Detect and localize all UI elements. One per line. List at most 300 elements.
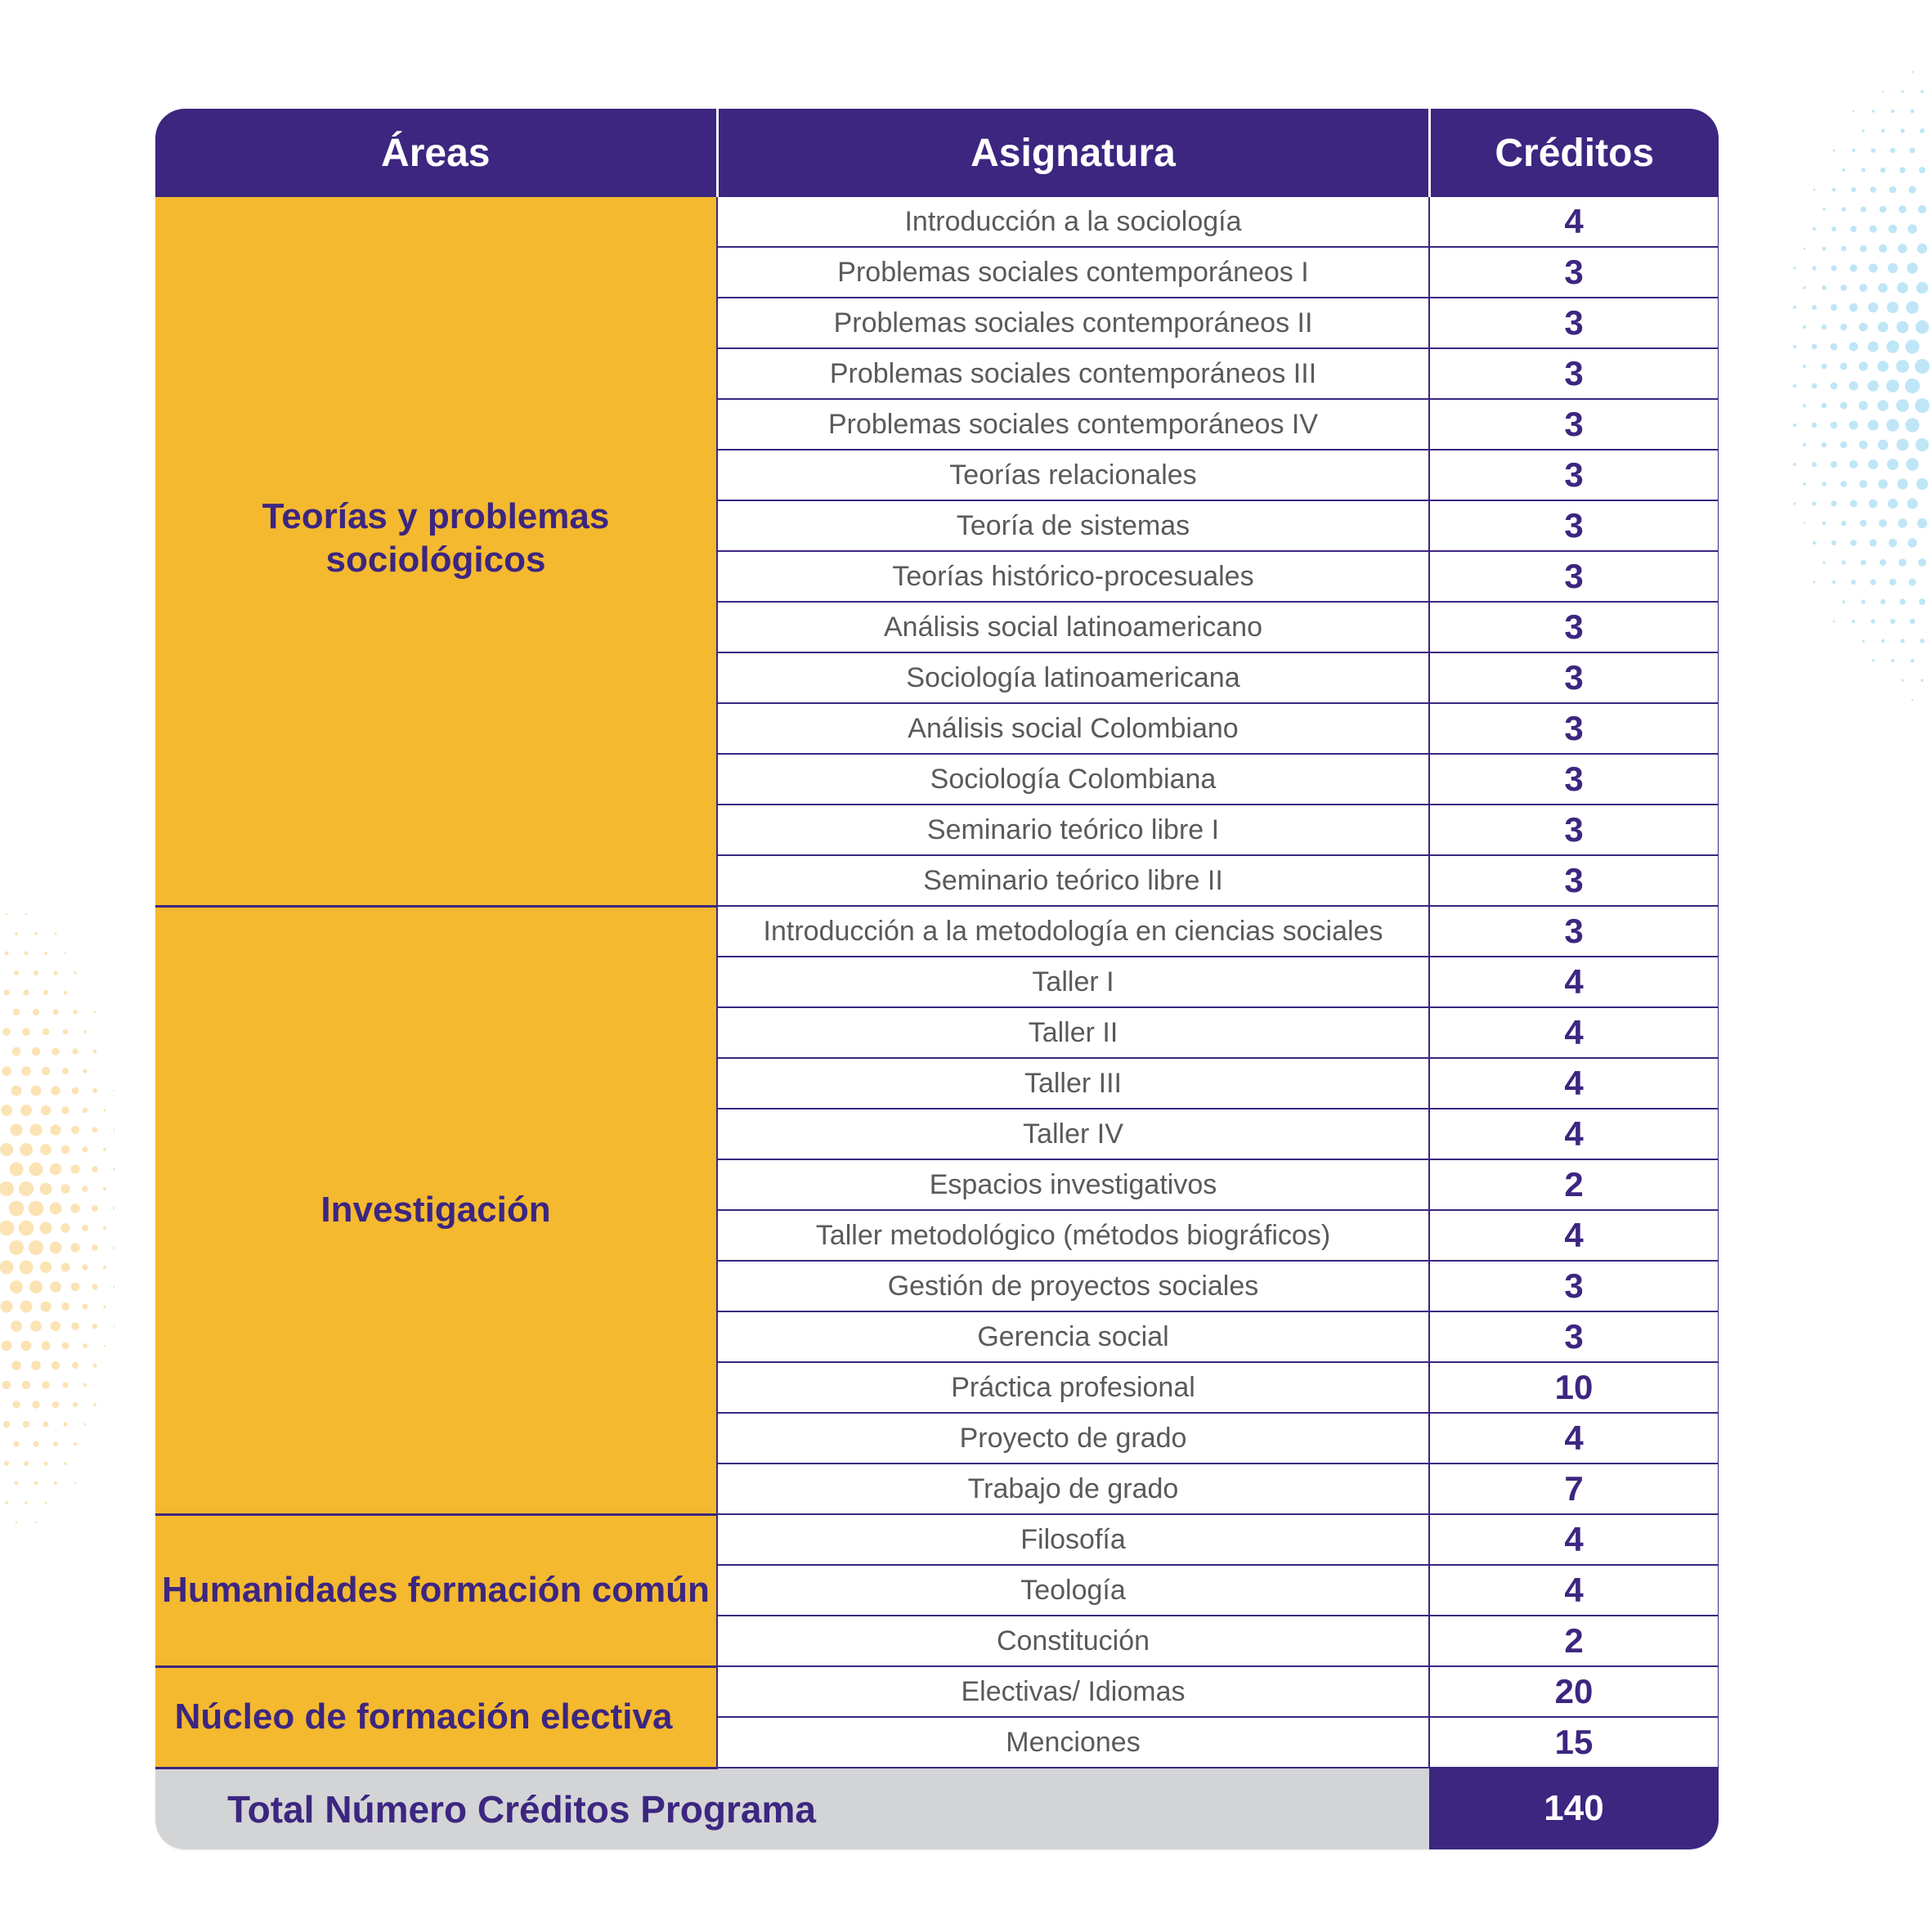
- decor-dot: [70, 1204, 79, 1213]
- decor-dot: [72, 1087, 79, 1095]
- decor-dot: [113, 1128, 114, 1131]
- decor-dot: [1812, 305, 1817, 310]
- decor-dot: [103, 1226, 106, 1230]
- decor-dot: [1858, 361, 1867, 370]
- decor-dot: [13, 1441, 19, 1446]
- decor-dot: [1916, 478, 1928, 490]
- decor-dot: [83, 1343, 87, 1348]
- decor-dot: [1901, 90, 1903, 92]
- decor-dot: [61, 1184, 69, 1193]
- subject-cell: Taller I: [717, 957, 1429, 1007]
- decor-dot: [61, 1263, 70, 1272]
- decor-dot: [1822, 247, 1827, 251]
- decor-dot: [1841, 207, 1845, 211]
- decor-dot: [1803, 404, 1806, 407]
- decor-dot: [6, 913, 8, 916]
- decor-dot: [50, 1163, 61, 1175]
- decor-dot: [1822, 482, 1827, 486]
- decor-dot: [84, 1423, 87, 1426]
- decor-dot: [64, 1462, 67, 1465]
- decor-dot: [1793, 345, 1796, 348]
- decor-dot: [32, 1401, 39, 1408]
- decor-dot: [32, 1047, 41, 1056]
- decor-dot: [43, 1029, 49, 1035]
- decor-dot: [1841, 246, 1847, 252]
- decor-dot: [52, 1009, 58, 1015]
- credits-cell: 4: [1429, 1007, 1719, 1058]
- decor-dot: [62, 1068, 69, 1074]
- table-row: [155, 1666, 1719, 1717]
- decor-dot: [93, 1050, 97, 1054]
- decor-dot: [15, 1481, 19, 1486]
- decor-dot: [113, 1168, 114, 1171]
- credits-cell: 3: [1429, 703, 1719, 754]
- credits-cell: 3: [1429, 652, 1719, 703]
- decor-dot: [1822, 522, 1827, 526]
- decor-dot: [10, 1163, 24, 1177]
- decor-dot: [71, 1322, 78, 1329]
- decor-dot: [0, 1143, 13, 1156]
- decor-dot: [1840, 402, 1848, 410]
- decor-dot: [19, 1221, 34, 1236]
- decor-dot: [1849, 303, 1858, 312]
- decor-dot: [1921, 90, 1924, 93]
- credits-cell: 3: [1429, 906, 1719, 957]
- decor-dot: [1832, 580, 1836, 584]
- subject-cell: Taller II: [717, 1007, 1429, 1058]
- decor-dot: [1881, 129, 1885, 133]
- decor-dot: [1840, 442, 1848, 449]
- decor-dot: [1890, 148, 1895, 153]
- decor-dot: [1858, 401, 1867, 410]
- decor-dot: [62, 1382, 68, 1387]
- decor-dot: [1902, 679, 1904, 682]
- credits-cell: 4: [1429, 1565, 1719, 1616]
- decor-dot: [1853, 110, 1855, 113]
- decor-dot: [1867, 380, 1879, 392]
- decor-dot: [1917, 518, 1927, 528]
- decor-dot: [11, 1086, 22, 1096]
- decor-dot: [1886, 379, 1899, 392]
- decor-dot: [1803, 286, 1806, 289]
- credits-cell: 4: [1429, 957, 1719, 1007]
- subject-cell: Teorías histórico-procesuales: [717, 551, 1429, 602]
- decor-dot: [65, 953, 67, 955]
- decorative-dots-left: [0, 908, 114, 1529]
- decor-dot: [15, 932, 18, 935]
- decor-dot: [1905, 339, 1919, 353]
- decor-dot: [1868, 303, 1878, 312]
- decor-dot: [13, 1009, 20, 1015]
- decor-dot: [3, 989, 9, 995]
- decor-dot: [92, 1363, 96, 1367]
- credits-cell: 3: [1429, 805, 1719, 855]
- decor-dot: [1906, 458, 1918, 470]
- credits-cell: 7: [1429, 1464, 1719, 1514]
- decor-dot: [1833, 150, 1836, 152]
- decor-dot: [1918, 205, 1926, 213]
- subject-cell: Seminario teórico libre II: [717, 855, 1429, 906]
- decor-dot: [1870, 186, 1876, 192]
- decor-dot: [1813, 189, 1816, 191]
- decor-dot: [1889, 186, 1897, 194]
- decor-dot: [1911, 659, 1915, 663]
- decor-dot: [9, 1201, 25, 1217]
- decor-dot: [1908, 186, 1916, 193]
- table-row: [155, 1514, 1719, 1565]
- decor-dot: [31, 1086, 42, 1096]
- decor-dot: [1813, 227, 1816, 231]
- decor-dot: [1916, 321, 1929, 334]
- decor-dot: [1833, 621, 1836, 623]
- table-row: [155, 197, 1719, 247]
- decor-dot: [1831, 265, 1836, 271]
- decor-dot: [1, 1301, 13, 1313]
- decor-dot: [1840, 363, 1848, 370]
- decor-dot: [1812, 501, 1816, 505]
- decor-dot: [1822, 325, 1827, 329]
- decor-dot: [52, 1047, 59, 1055]
- decor-dot: [82, 1225, 88, 1231]
- credits-cell: 4: [1429, 197, 1719, 247]
- decor-dot: [1851, 580, 1856, 585]
- decor-dot: [1850, 540, 1857, 546]
- decor-dot: [5, 952, 9, 956]
- decor-dot: [1880, 599, 1885, 604]
- decor-dot: [1889, 225, 1898, 234]
- credits-cell: 4: [1429, 1058, 1719, 1109]
- credits-cell: 3: [1429, 348, 1719, 399]
- credits-cell: 3: [1429, 602, 1719, 652]
- decor-dot: [1910, 619, 1916, 625]
- decor-dot: [1871, 110, 1875, 113]
- decor-dot: [21, 1066, 31, 1076]
- subject-cell: Proyecto de grado: [717, 1413, 1429, 1464]
- decor-dot: [21, 1341, 32, 1352]
- credits-cell: 4: [1429, 1109, 1719, 1159]
- decor-dot: [92, 1127, 98, 1133]
- decor-dot: [1896, 399, 1909, 412]
- decor-dot: [11, 1124, 23, 1136]
- decor-dot: [2, 1028, 10, 1035]
- decor-dot: [1891, 110, 1894, 113]
- decor-dot: [103, 1148, 106, 1151]
- decor-dot: [51, 1321, 61, 1331]
- decor-dot: [42, 1381, 49, 1388]
- decor-dot: [1897, 439, 1909, 451]
- decor-dot: [2, 1341, 12, 1352]
- decor-dot: [104, 1109, 106, 1112]
- decor-dot: [1916, 282, 1928, 294]
- decor-dot: [41, 1105, 51, 1115]
- decor-dot: [1905, 379, 1920, 393]
- decor-dot: [1869, 539, 1876, 546]
- decor-dot: [1861, 599, 1865, 603]
- decor-dot: [1888, 263, 1898, 273]
- decor-dot: [1850, 226, 1857, 232]
- decor-dot: [4, 1461, 9, 1466]
- credits-cell: 3: [1429, 754, 1719, 805]
- decor-dot: [72, 1048, 78, 1054]
- table-row: [155, 906, 1719, 957]
- decor-dot: [1880, 559, 1886, 566]
- decor-dot: [1911, 110, 1915, 114]
- subject-cell: Teología: [717, 1565, 1429, 1616]
- area-cell: Investigación: [155, 906, 717, 1514]
- subject-cell: Sociología latinoamericana: [717, 652, 1429, 703]
- decor-dot: [1868, 459, 1878, 469]
- decor-dot: [50, 1281, 61, 1293]
- decor-dot: [1793, 267, 1795, 269]
- decor-dot: [1862, 129, 1864, 132]
- subject-cell: Trabajo de grado: [717, 1464, 1429, 1514]
- decor-dot: [1813, 541, 1816, 545]
- subject-cell: Menciones: [717, 1717, 1429, 1768]
- credits-cell: 3: [1429, 1311, 1719, 1362]
- decor-dot: [1822, 403, 1827, 409]
- decor-dot: [82, 1146, 87, 1152]
- decor-dot: [1887, 302, 1898, 313]
- decor-dot: [12, 1047, 21, 1056]
- credits-cell: 3: [1429, 551, 1719, 602]
- decor-dot: [64, 991, 68, 995]
- decor-dot: [1793, 463, 1796, 466]
- total-label: Total Número Créditos Programa: [155, 1768, 1429, 1849]
- decor-dot: [52, 1401, 59, 1408]
- decor-dot: [1897, 282, 1907, 293]
- decor-dot: [93, 1403, 96, 1406]
- decor-dot: [62, 1343, 69, 1350]
- credits-cell: 4: [1429, 1514, 1719, 1565]
- decor-dot: [1861, 207, 1867, 213]
- decor-dot: [1869, 264, 1878, 273]
- decor-dot: [113, 1246, 114, 1249]
- subject-cell: Taller IV: [717, 1109, 1429, 1159]
- decor-dot: [1793, 424, 1796, 427]
- decor-dot: [14, 970, 19, 975]
- decor-dot: [1831, 540, 1836, 545]
- decor-dot: [20, 1261, 34, 1275]
- credits-cell: 3: [1429, 1261, 1719, 1311]
- decor-dot: [1804, 248, 1806, 250]
- decor-dot: [72, 1362, 78, 1369]
- decor-dot: [82, 1264, 87, 1270]
- subject-cell: Problemas sociales contemporáneos III: [717, 348, 1429, 399]
- decor-dot: [1897, 478, 1907, 489]
- decor-dot: [2, 1066, 11, 1076]
- decor-dot: [25, 913, 28, 916]
- credits-cell: 3: [1429, 247, 1719, 298]
- decor-dot: [24, 1461, 29, 1466]
- total-row: [155, 1768, 1719, 1849]
- decor-dot: [1912, 71, 1914, 74]
- decor-dot: [1831, 461, 1837, 468]
- decor-dot: [12, 1401, 20, 1408]
- decor-dot: [40, 1262, 52, 1273]
- decor-dot: [1889, 539, 1897, 547]
- decor-dot: [1813, 581, 1816, 584]
- decor-dot: [1912, 699, 1913, 701]
- decor-dot: [1793, 502, 1795, 504]
- subject-cell: Electivas/ Idiomas: [717, 1666, 1429, 1717]
- subject-cell: Introducción a la metodología en ciencias sociales: [717, 906, 1429, 957]
- decor-dot: [1859, 480, 1867, 488]
- decor-dot: [0, 1181, 14, 1196]
- decor-dot: [1878, 322, 1889, 333]
- decor-dot: [30, 1124, 43, 1136]
- subject-cell: Gerencia social: [717, 1311, 1429, 1362]
- decor-dot: [1919, 167, 1925, 173]
- decor-dot: [92, 1324, 97, 1329]
- decor-dot: [83, 1108, 87, 1113]
- decor-dot: [29, 1240, 43, 1255]
- decor-dot: [1889, 579, 1896, 585]
- total-value: 140: [1429, 1768, 1719, 1849]
- decor-dot: [1898, 205, 1907, 213]
- decor-dot: [22, 1381, 31, 1390]
- subject-cell: Análisis social Colombiano: [717, 703, 1429, 754]
- decor-dot: [34, 1481, 38, 1486]
- decor-dot: [1831, 304, 1837, 311]
- decor-dot: [0, 1261, 14, 1275]
- decor-dot: [1878, 479, 1888, 489]
- decor-dot: [1871, 659, 1874, 661]
- decor-dot: [51, 1086, 60, 1095]
- decor-dot: [1831, 343, 1838, 351]
- header-credits: Créditos: [1429, 109, 1719, 197]
- decor-dot: [11, 1320, 22, 1332]
- decor-dot: [1910, 148, 1916, 154]
- decor-dot: [43, 990, 48, 995]
- decor-dot: [45, 1502, 47, 1504]
- decor-dot: [70, 1243, 79, 1252]
- decor-dot: [1906, 301, 1919, 314]
- subject-cell: Espacios investigativos: [717, 1159, 1429, 1210]
- decor-dot: [1891, 659, 1894, 662]
- decor-dot: [1898, 558, 1906, 566]
- decor-dot: [1859, 323, 1868, 332]
- decor-dot: [1879, 519, 1887, 527]
- decor-dot: [103, 1266, 106, 1269]
- decor-dot: [22, 1028, 29, 1035]
- decor-dot: [1869, 225, 1876, 232]
- decor-dot: [1850, 500, 1858, 508]
- decor-dot: [1869, 500, 1878, 509]
- decor-dot: [1907, 262, 1917, 273]
- decor-dot: [1915, 398, 1930, 413]
- decor-dot: [40, 1183, 52, 1195]
- decor-dot: [1852, 149, 1855, 152]
- decor-dot: [1882, 91, 1885, 93]
- decor-dot: [71, 1283, 80, 1292]
- decor-dot: [103, 1187, 106, 1190]
- decor-dot: [92, 1284, 97, 1289]
- decor-dot: [1880, 168, 1886, 173]
- decor-dot: [29, 1280, 43, 1293]
- decor-dot: [1880, 206, 1886, 213]
- decor-dot: [1822, 561, 1825, 563]
- decor-dot: [1920, 128, 1925, 133]
- decor-dot: [1842, 168, 1845, 172]
- decor-dot: [11, 1360, 21, 1370]
- decor-dot: [92, 1088, 97, 1093]
- decor-dot: [73, 1402, 78, 1407]
- decor-dot: [53, 1441, 58, 1446]
- decor-dot: [94, 1011, 96, 1014]
- subject-cell: Introducción a la sociología: [717, 197, 1429, 247]
- subject-cell: Teoría de sistemas: [717, 500, 1429, 551]
- decor-dot: [82, 1186, 88, 1192]
- decor-dot: [1862, 639, 1864, 642]
- decor-dot: [1840, 481, 1847, 487]
- decor-dot: [74, 971, 77, 975]
- credits-cell: 4: [1429, 1210, 1719, 1261]
- decor-dot: [1896, 360, 1909, 373]
- decor-dot: [114, 1325, 115, 1328]
- decor-dot: [1899, 598, 1905, 604]
- decor-dot: [1886, 419, 1898, 431]
- header-row: [155, 109, 1719, 197]
- decor-dot: [1803, 482, 1806, 486]
- decor-dot: [1887, 459, 1898, 470]
- decor-dot: [1812, 383, 1818, 389]
- decor-dot: [1917, 244, 1927, 253]
- decor-dot: [1860, 245, 1867, 253]
- decor-dot: [1859, 441, 1868, 450]
- decor-dot: [104, 1345, 106, 1347]
- decor-dot: [1879, 244, 1887, 253]
- decor-dot: [2, 1381, 11, 1390]
- decor-dot: [50, 1203, 62, 1215]
- subject-cell: Práctica profesional: [717, 1362, 1429, 1413]
- subject-cell: Seminario teórico libre I: [717, 805, 1429, 855]
- decor-dot: [83, 1069, 87, 1073]
- decor-dot: [34, 932, 38, 935]
- decor-dot: [41, 1341, 50, 1350]
- credits-cell: 2: [1429, 1616, 1719, 1666]
- decor-dot: [1849, 460, 1858, 468]
- decor-dot: [1867, 419, 1878, 430]
- decor-dot: [54, 1481, 57, 1485]
- decor-dot: [29, 1163, 43, 1177]
- decor-dot: [1812, 462, 1817, 467]
- decor-dot: [3, 1421, 10, 1428]
- decor-dot: [0, 1221, 14, 1236]
- decor-dot: [73, 1010, 77, 1014]
- decor-dot: [29, 1201, 44, 1217]
- header-subject: Asignatura: [717, 109, 1429, 197]
- decor-dot: [1871, 148, 1876, 153]
- area-cell: Teorías y problemas sociológicos: [155, 197, 717, 906]
- decor-dot: [74, 1442, 78, 1446]
- decor-dot: [1907, 538, 1916, 547]
- decor-dot: [1849, 343, 1858, 352]
- decor-dot: [1803, 325, 1806, 329]
- decor-dot: [19, 1181, 34, 1196]
- decor-dot: [83, 1383, 87, 1387]
- decor-dot: [1897, 321, 1909, 334]
- decor-dot: [1841, 521, 1847, 527]
- decor-dot: [1840, 285, 1847, 291]
- decor-dot: [1909, 579, 1916, 586]
- decor-dot: [61, 1106, 69, 1114]
- curriculum-table: [155, 109, 1719, 1849]
- credits-cell: 20: [1429, 1666, 1719, 1717]
- decor-dot: [43, 1461, 47, 1465]
- decor-dot: [63, 1029, 68, 1034]
- area-cell: Núcleo de formación electiva: [155, 1666, 717, 1768]
- decor-dot: [1899, 167, 1905, 173]
